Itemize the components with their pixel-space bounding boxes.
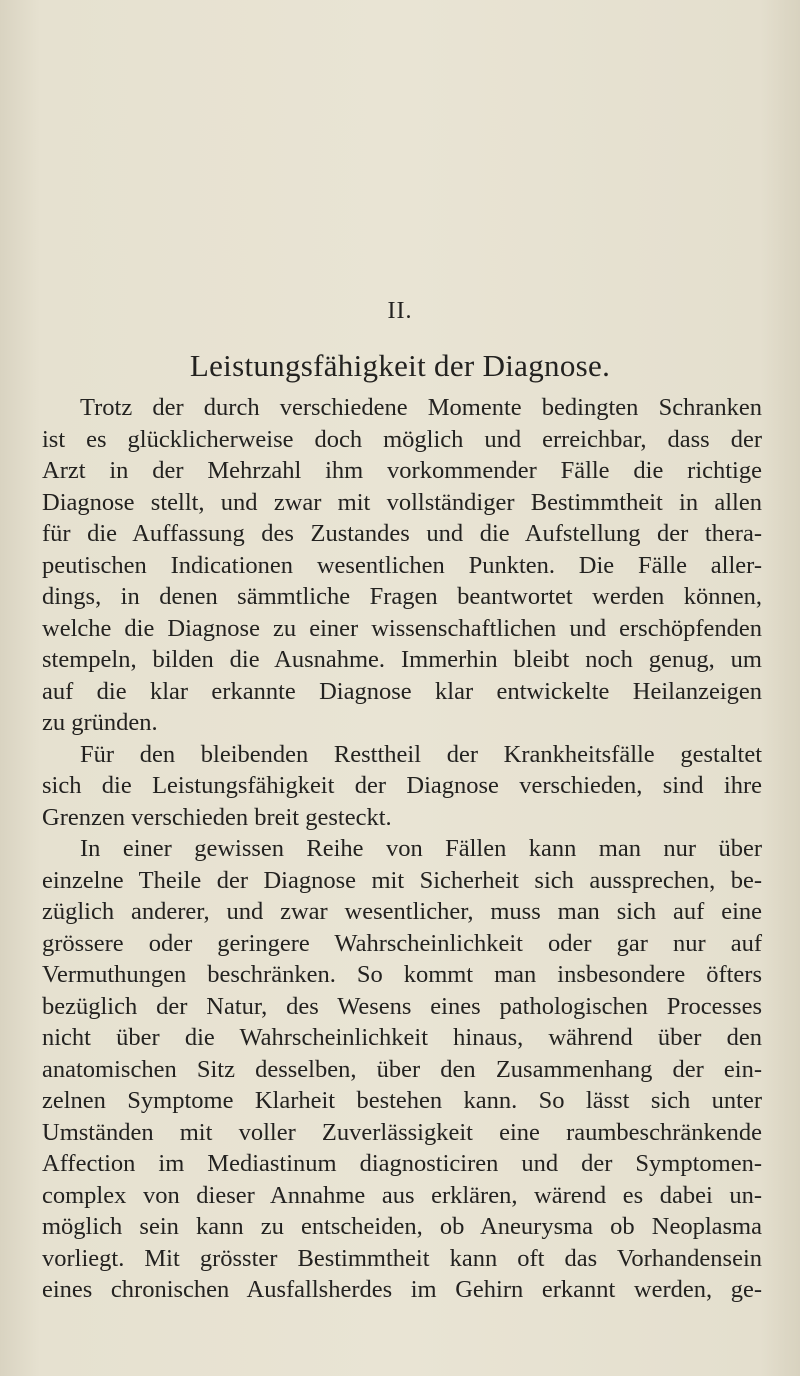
text-line: möglich sein kann zu entscheiden, ob Aneurysma ob Neoplasma	[42, 1213, 762, 1240]
text-line: stempeln, bilden die Ausnahme. Immerhin bleibt noch genug, um	[42, 646, 762, 673]
text-line: bezüglich der Natur, des Wesens eines pathologischen Processes	[42, 992, 762, 1020]
text-line: vorliegt. Mit grösster Bestimmtheit kann oft das Vorhandensein	[42, 1244, 762, 1272]
text-line: Umständen mit voller Zuverlässigkeit eine raumbeschränkende	[42, 1118, 762, 1146]
text-line: für die Auffassung des Zustandes und die Aufstellung der thera-	[42, 520, 762, 547]
text-line: complex von dieser Annahme aus erklären, wärend es dabei un-	[42, 1181, 762, 1209]
body-text	[42, 392, 762, 1306]
text-line: einzelne Theile der Diagnose mit Sicherheit sich aussprechen, be-	[42, 866, 762, 894]
text-line: Affection im Mediastinum diagnosticiren und der Symptomen-	[42, 1150, 762, 1177]
text-line: ist es glücklicherweise doch möglich und erreichbar, dass der	[42, 425, 762, 453]
text-line: auf die klar erkannte Diagnose klar entwickelte Heilanzeigen	[42, 677, 762, 705]
text-line: Vermuthungen beschränken. So kommt man insbesondere öfters	[42, 961, 762, 988]
text-line: Trotz der durch verschiedene Momente bedingten Schranken	[80, 394, 762, 421]
text-line: züglich anderer, und zwar wesentlicher, muss man sich auf eine	[42, 898, 762, 925]
text-line: peutischen Indicationen wesentlichen Punkten. Die Fälle aller-	[42, 551, 762, 579]
chapter-number: II.	[387, 298, 413, 324]
text-line: anatomischen Sitz desselben, über den Zusammenhang der ein-	[42, 1055, 762, 1083]
text-line: zu gründen.	[42, 709, 158, 736]
text-line: In einer gewissen Reihe von Fällen kann man nur über	[80, 835, 762, 862]
text-line: dings, in denen sämmtliche Fragen beantwortet werden können,	[42, 583, 762, 610]
text-line: Diagnose stellt, und zwar mit vollständiger Bestimmtheit in allen	[42, 488, 762, 516]
text-line: eines chronischen Ausfallsherdes im Gehirn erkannt werden, ge-	[42, 1276, 762, 1303]
text-line: nicht über die Wahrscheinlichkeit hinaus, während über den	[42, 1024, 762, 1051]
text-line: welche die Diagnose zu einer wissenschaftlichen und erschöpfenden	[42, 614, 762, 642]
text-line: sich die Leistungsfähigkeit der Diagnose verschieden, sind ihre	[42, 772, 762, 799]
text-line: grössere oder geringere Wahrscheinlichkeit oder gar nur auf	[42, 929, 762, 957]
chapter-title: Leistungsfähigkeit der Diagnose.	[189, 348, 611, 383]
text-line: zelnen Symptome Klarheit bestehen kann. So lässt sich unter	[42, 1087, 762, 1114]
text-line: Arzt in der Mehrzahl ihm vorkommender Fälle die richtige	[42, 457, 762, 484]
text-line: Grenzen verschieden breit gesteckt.	[42, 803, 392, 831]
text-line: Für den bleibenden Resttheil der Krankheitsfälle gestaltet	[80, 740, 762, 768]
